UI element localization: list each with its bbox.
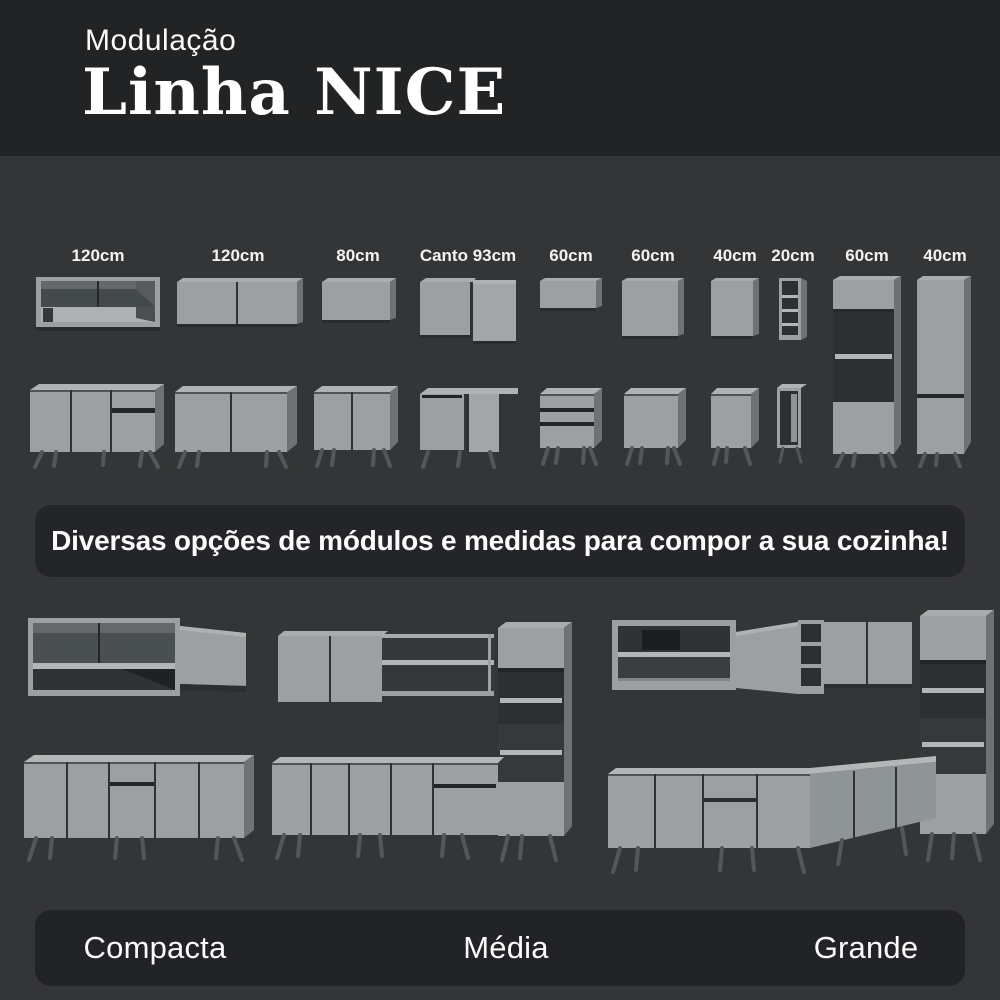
module-size-label: 60cm	[631, 246, 675, 265]
module-size-label: 120cm	[71, 246, 125, 265]
module-size-label: 120cm	[211, 246, 265, 265]
page-title: Linha NICE	[82, 55, 507, 130]
wall-cabinet-corner-93-render	[418, 276, 522, 346]
sizes-banner	[35, 910, 965, 986]
tall-cabinet-60-render	[831, 276, 903, 468]
kitchen-compacta-render	[22, 600, 257, 885]
base-cabinet-60-drawers-render	[540, 384, 602, 468]
wall-cabinet-glass-120-render	[36, 277, 160, 331]
module-size-label: 40cm	[923, 246, 967, 265]
wall-cabinet-80-render	[320, 278, 396, 324]
base-cabinet-120-2-doors-render	[175, 382, 297, 470]
base-cabinet-80-render	[314, 382, 398, 470]
base-cabinet-60-door-render	[624, 384, 686, 468]
kitchen-name-compacta: Compacta	[83, 930, 227, 965]
wall-cabinet-40-render	[711, 278, 759, 340]
module-size-label: 80cm	[336, 246, 380, 265]
kitchen-name-grande: Grande	[813, 930, 919, 965]
module-size-label: 20cm	[771, 246, 815, 265]
wall-shelf-20-render	[779, 276, 807, 344]
module-size-label: 60cm	[549, 246, 593, 265]
wall-cabinet-60-short-render	[540, 278, 602, 312]
base-cabinet-corner-render	[420, 382, 520, 470]
info-banner-text: Diversas opções de módulos e medidas para compor a sua cozinha!	[51, 525, 949, 556]
module-size-label: 60cm	[845, 246, 889, 265]
base-shelf-20-render	[777, 382, 809, 464]
wall-cabinet-60-render	[622, 278, 684, 340]
kitchen-grande-render	[602, 592, 997, 892]
header-kicker: Modulação	[85, 24, 237, 57]
base-cabinet-120-drawer-render	[30, 380, 164, 470]
wall-cabinet-2-doors-120-render	[173, 278, 303, 328]
base-cabinet-40-door-render	[711, 384, 759, 468]
header	[0, 0, 1000, 156]
info-banner	[35, 505, 965, 577]
kitchen-name-media: Média	[463, 930, 549, 965]
tall-cabinet-40-render	[915, 276, 971, 468]
module-size-label: Canto 93cm	[419, 246, 517, 265]
kitchen-media-render	[272, 598, 602, 890]
module-size-label: 40cm	[713, 246, 757, 265]
